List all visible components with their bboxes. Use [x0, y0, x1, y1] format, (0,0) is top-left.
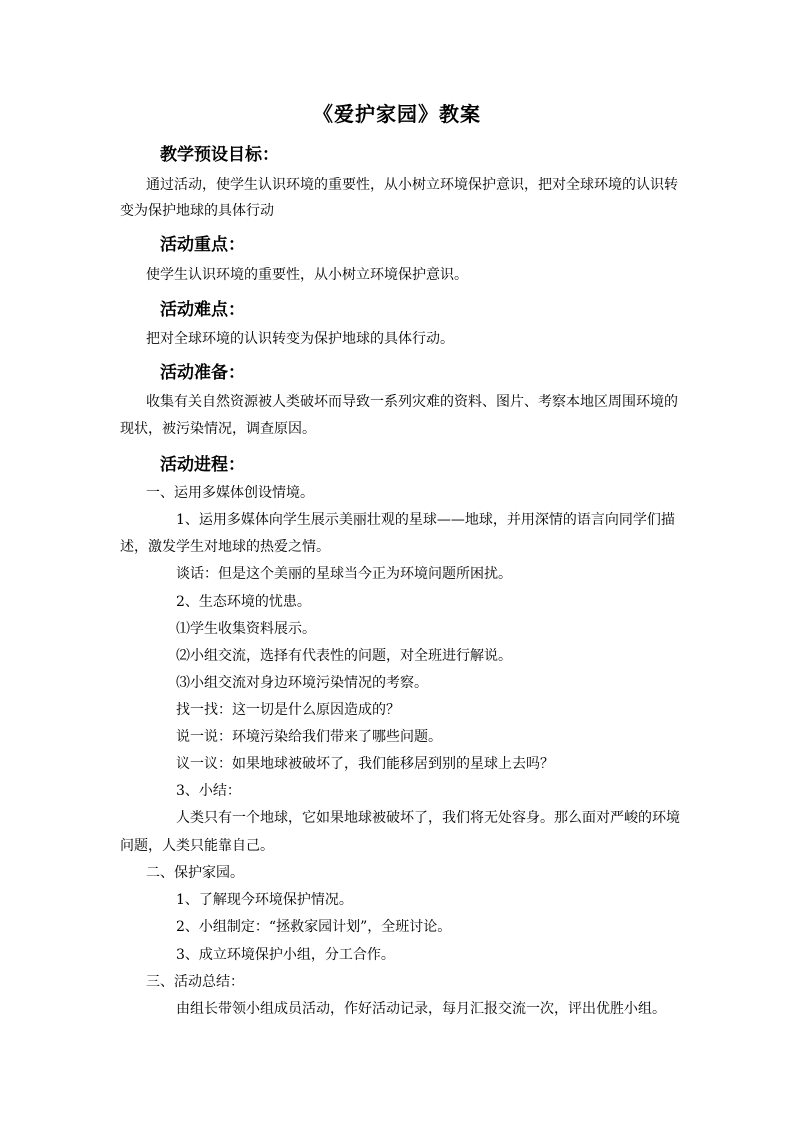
- goal-text-line-1: 通过活动，使学生认识环境的重要性，从小树立环境保护意识，把对全球环境的认识转: [146, 177, 678, 193]
- process-sub-2: ⑵小组交流，选择有代表性的问题，对全班进行解说。: [176, 648, 512, 664]
- process-discuss: 议一议：如果地球被破坏了，我们能移居到别的星球上去吗？: [176, 756, 554, 772]
- key-text: 使学生认识环境的重要性，从小树立环境保护意识。: [146, 267, 468, 283]
- prep-heading: 活动准备：: [160, 363, 245, 383]
- process-part-3: 三、活动总结：: [146, 974, 244, 990]
- process-part-2-item-1: 1、了解现今环境保护情况。: [176, 892, 353, 908]
- process-sub-3: ⑶小组交流对身边环境污染情况的考察。: [176, 675, 428, 691]
- process-part-2-item-3: 3、成立环境保护小组，分工合作。: [176, 947, 395, 963]
- process-part-2-item-2: 2、小组制定：“拯救家园计划”，全班讨论。: [176, 919, 452, 935]
- process-summary-line-2: 问题，人类只能靠自己。: [120, 838, 274, 854]
- prep-text-line-1: 收集有关自然资源被人类破坏而导致一系列灾难的资料、图片、考察本地区周围环境的: [146, 394, 678, 410]
- process-part-3-item-1: 由组长带领小组成员活动，作好活动记录，每月汇报交流一次，评出优胜小组。: [176, 1001, 666, 1017]
- goal-text-line-2: 变为保护地球的具体行动: [120, 203, 274, 219]
- process-say: 说一说：环境污染给我们带来了哪些问题。: [176, 729, 442, 745]
- process-find: 找一找：这一切是什么原因造成的？: [176, 702, 400, 718]
- prep-text-line-2: 现状，被污染情况，调查原因。: [120, 421, 316, 437]
- process-summary-line-1: 人类只有一个地球，它如果地球被破坏了，我们将无处容身。那么面对严峻的环境: [176, 810, 680, 826]
- process-part-1: 一、运用多媒体创设情境。: [146, 485, 314, 501]
- difficulty-text: 把对全球环境的认识转变为保护地球的具体行动。: [146, 331, 454, 347]
- process-part-2: 二、保护家园。: [146, 865, 244, 881]
- process-step-2: 2、生态环境的忧患。: [176, 594, 311, 610]
- goal-heading: 教学预设目标：: [160, 145, 279, 165]
- document-title: 《爱护家园》教案: [313, 102, 481, 126]
- process-sub-1: ⑴学生收集资料展示。: [176, 621, 316, 637]
- process-heading: 活动进程：: [160, 455, 245, 475]
- process-talk: 谈话：但是这个美丽的星球当今正为环境问题所困扰。: [176, 566, 512, 582]
- difficulty-heading: 活动难点：: [160, 300, 245, 320]
- process-step-1-line-2: 述，激发学生对地球的热爱之情。: [120, 539, 330, 555]
- key-heading: 活动重点：: [160, 235, 245, 255]
- process-step-3: 3、小结：: [176, 783, 241, 799]
- process-step-1-line-1: 1、运用多媒体向学生展示美丽壮观的星球——地球，并用深情的语言向同学们描: [176, 512, 675, 528]
